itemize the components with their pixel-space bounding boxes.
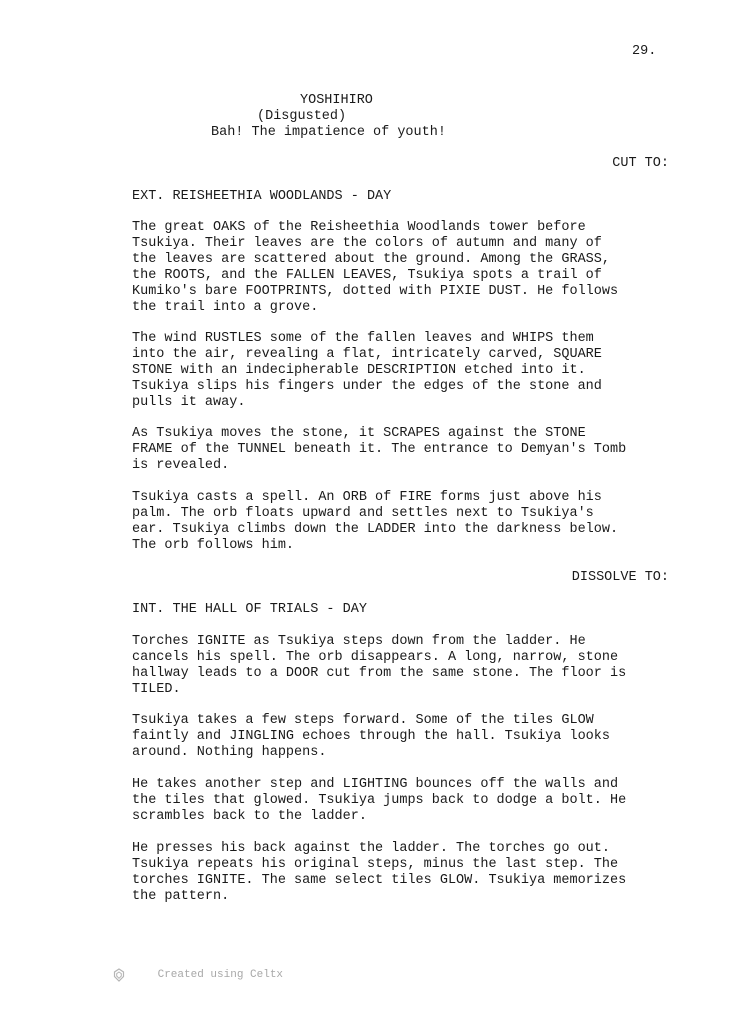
action-paragraph xyxy=(132,490,692,554)
action-paragraph xyxy=(132,713,692,761)
transition-dissolve-to: DISSOLVE TO: xyxy=(571,570,669,585)
page-number: 29. xyxy=(632,44,657,59)
action-line: torches IGNITE. The same select tiles GLOW. Tsukiya memorizes xyxy=(132,873,627,888)
action-paragraph xyxy=(132,331,692,411)
character-name: YOSHIHIRO xyxy=(300,93,373,108)
action-line: the trail into a grove. xyxy=(132,300,319,315)
parenthetical: (Disgusted) xyxy=(257,109,347,124)
action-line: is revealed. xyxy=(132,458,230,473)
action-paragraph xyxy=(132,841,692,905)
action-line: scrambles back to the ladder. xyxy=(132,809,367,824)
action-paragraph xyxy=(132,426,692,474)
action-line: pulls it away. xyxy=(132,395,246,410)
action-line: the ROOTS, and the FALLEN LEAVES, Tsukiya spots a trail of xyxy=(132,268,602,283)
action-line: the leaves are scattered about the ground. Among the GRASS, xyxy=(132,252,610,267)
action-line: Torches IGNITE as Tsukiya steps down from the ladder. He xyxy=(132,634,586,649)
scene-heading: EXT. REISHEETHIA WOODLANDS - DAY xyxy=(132,189,392,204)
action-line: As Tsukiya moves the stone, it SCRAPES against the STONE xyxy=(132,426,586,441)
action-line: cancels his spell. The orb disappears. A long, narrow, stone xyxy=(132,650,619,665)
scene-heading: INT. THE HALL OF TRIALS - DAY xyxy=(132,602,367,617)
celtx-footer xyxy=(113,936,283,1014)
action-line: The great OAKS of the Reisheethia Woodlands tower before xyxy=(132,220,586,235)
dialogue-line: Bah! The impatience of youth! xyxy=(211,125,446,140)
action-line: Tsukiya casts a spell. An ORB of FIRE forms just above his xyxy=(132,490,602,505)
action-line: Tsukiya repeats his original steps, minus the last step. The xyxy=(132,857,619,872)
action-line: the pattern. xyxy=(132,889,230,904)
action-line: TILED. xyxy=(132,682,181,697)
action-paragraph xyxy=(132,220,692,316)
action-paragraph xyxy=(132,634,692,698)
action-line: faintly and JINGLING echoes through the hall. Tsukiya looks xyxy=(132,729,610,744)
action-line: The wind RUSTLES some of the fallen leaves and WHIPS them xyxy=(132,331,594,346)
action-line: Kumiko's bare FOOTPRINTS, dotted with PIXIE DUST. He follows xyxy=(132,284,619,299)
action-line: Tsukiya. Their leaves are the colors of autumn and many of xyxy=(132,236,602,251)
action-line: FRAME of the TUNNEL beneath it. The entrance to Demyan's Tomb xyxy=(132,442,627,457)
action-paragraph xyxy=(132,777,692,825)
action-line: The orb follows him. xyxy=(132,538,295,553)
action-line: hallway leads to a DOOR cut from the same stone. The floor is xyxy=(132,666,627,681)
action-line: into the air, revealing a flat, intricately carved, SQUARE xyxy=(132,347,602,362)
action-line: STONE with an indecipherable DESCRIPTION etched into it. xyxy=(132,363,586,378)
action-line: He takes another step and LIGHTING bounces off the walls and xyxy=(132,777,619,792)
transition-cut-to: CUT TO: xyxy=(612,156,669,171)
action-line: Tsukiya takes a few steps forward. Some of the tiles GLOW xyxy=(132,713,594,728)
celtx-logo-icon xyxy=(113,936,153,1014)
action-line: He presses his back against the ladder. The torches go out. xyxy=(132,841,610,856)
action-line: palm. The orb floats upward and settles next to Tsukiya's xyxy=(132,506,594,521)
action-line: ear. Tsukiya climbs down the LADDER into the darkness below. xyxy=(132,522,619,537)
action-line: Tsukiya slips his fingers under the edges of the stone and xyxy=(132,379,602,394)
footer-text: Created using Celtx xyxy=(157,969,284,981)
action-line: the tiles that glowed. Tsukiya jumps back to dodge a bolt. He xyxy=(132,793,627,808)
action-line: around. Nothing happens. xyxy=(132,745,327,760)
